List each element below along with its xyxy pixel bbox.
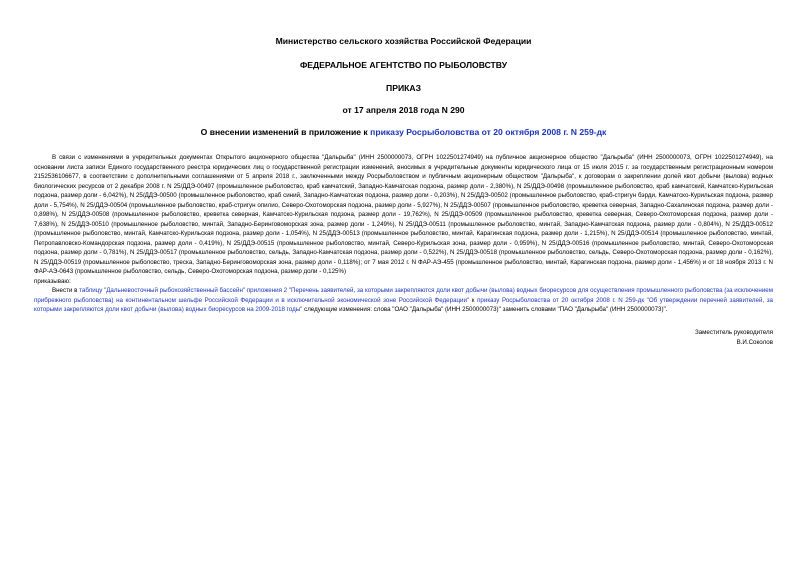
ministry-heading: Министерство сельского хозяйства Российской Федерации (275, 36, 532, 46)
date-number-heading: от 17 апреля 2018 года N 290 (342, 105, 465, 115)
signature-position: Заместитель руководителя (694, 328, 773, 336)
document-body (34, 153, 773, 315)
doc-type-heading: ПРИКАЗ (386, 83, 421, 93)
subject-heading (34, 127, 773, 138)
table-link[interactable]: таблицу "Дальневосточный рыбохозяйственный бассейн" приложения 2 "Перечень заявителей, за которыми закрепляются доли квот добычи (вылова) водных биоресурсов для осуществления промышленного рыболовства (за исключением прибрежного рыболовства) на континентальном шельфе Российской Федерации и в исключительной экономической зоне Российской Федерации" (34, 287, 773, 304)
order-word: приказываю: (34, 277, 71, 285)
order-text-2: к (469, 296, 478, 304)
order-text-3: следующие изменения: слова "ОАО "Дальрыба" (ИНН 2500000073)" заменить словами "ПАО "Дальрыба" (ИНН 2500000073)". (302, 306, 668, 313)
document-page (34, 30, 773, 348)
order-text-1: Внести в (52, 287, 80, 294)
agency-heading: ФЕДЕРАЛЬНОЕ АГЕНТСТВО ПО РЫБОЛОВСТВУ (299, 60, 508, 70)
paragraph-order (34, 286, 773, 315)
paragraph-preamble: В связи с изменениями в учредительных документах Открытого акционерного общества "Дальрыба" (ИНН 2500000073, ОГРН 1022501274949) на публичное акционерное общество "Дальрыба" (ИНН 2500000073, ОГРН 1022501274949), на основании листа записи Единого государственного реестра юридических лиц о государственной регистрации изменений, вносимых в учредительные документы юридического лица от 15 июля 2015 г. за государственным регистрационным номером 2152536106677, в соответствии с дополнительными соглашениями от 5 апреля 2018 г., заключенными между Росрыболовством и публичным акционерным обществом "Дальрыба", к договорам о закреплении долей квот добычи (вылова) водных биологических ресурсов от 2 декабря 2008 г. N 25/ДДЭ-00497 (промышленное рыболовство, краб камчатский, Западно-Камчатская подзона, размер доли - 2,380%), N 25/ДДЭ-00498 (промышленное рыболовство, краб камчатский, Камчатско-Курильская подзона, размер доли - 6,042%), N 25/ДДЭ-00500 (промышленное рыболовство, краб синий, Западно-Камчатская подзона, размер доли - 0,203%), N 25/ДДЭ-00502 (промышленное рыболовство, краб-стригун бэрди, Камчатско-Курильская подзона, размер доли - 5,754%), N 25/ДДЭ-00504 (промышленное рыболовство, краб-стригун опилио, Северо-Охотоморская подзона, размер доли - 5,927%), N 25/ДДЭ-00507 (промышленное рыболовство, креветка северная, Западно-Сахалинская подзона, размер доли - 0,898%), N 25/ДДЭ-00508 (промышленное рыболовство, креветка северная, Камчатско-Курильская подзона, размер доли - 19,762%), N 25/ДДЭ-00509 (промышленное рыболовство, креветка северная, Северо-Охотоморская подзона, размер доли - 7,638%), N 25/ДДЭ-00510 (промышленное рыболовство, минтай, Западно-Беринговоморская зона, размер доли - 1,249%), N 25/ДДЭ-00511 (промышленное рыболовство, минтай, Западно-Камчатская подзона, размер доли - 0,804%), N 25/ДДЭ-00512 (промышленное рыболовство, минтай, Камчатско-Курильская подзона, размер доли - 1,054%), N 25/ДДЭ-00513 (промышленное рыболовство, минтай, Карагинская подзона, размер доли - 1,215%), N 25/ДДЭ-00514 (промышленное рыболовство, минтай, Петропавловско-Командорская подзона, размер доли - 0,419%), N 25/ДДЭ-00515 (промышленное рыболовство, минтай, Северо-Курильская зона, размер доли - 0,959%), N 25/ДДЭ-00516 (промышленное рыболовство, минтай, Северо-Охотоморская подзона, размер доли - 0,781%), N 25/ДДЭ-00517 (промышленное рыболовство, сельдь, Западно-Камчатская подзона, размер доли - 0,522%), N 25/ДДЭ-00518 (промышленное рыболовство, сельдь, Северо-Охотоморская подзона, размер доли - 0,162%), N 25/ДДЭ-00519 (промышленное рыболовство, треска, Западно-Беринговоморская зона, размер доли - 0,118%); от 7 мая 2012 г. N ФАР-АЭ-455 (промышленное рыболовство, минтай, Карагинская подзона, размер доли - 1,456%) и от 18 ноября 2013 г. N ФАР-АЭ-0643 (промышленное рыболовство, сельдь, Северо-Охотоморская подзона, размер доли - 0,125%) (34, 154, 773, 275)
subject-link[interactable]: приказу Росрыболовства от 20 октября 2008 г. N 259-дк (370, 127, 607, 137)
order-reference-link[interactable]: приказу Росрыболовства от 20 октября 2008 г. N 259-дк "Об утверждении перечней заявителей, за которыми закрепляются доли квот добычи (вылова) водных биоресурсов на 2009-2018 годы" (34, 296, 773, 313)
subject-prefix: О внесении изменений в приложение к (200, 127, 371, 137)
signature-name: В.И.Соколов (736, 338, 773, 346)
